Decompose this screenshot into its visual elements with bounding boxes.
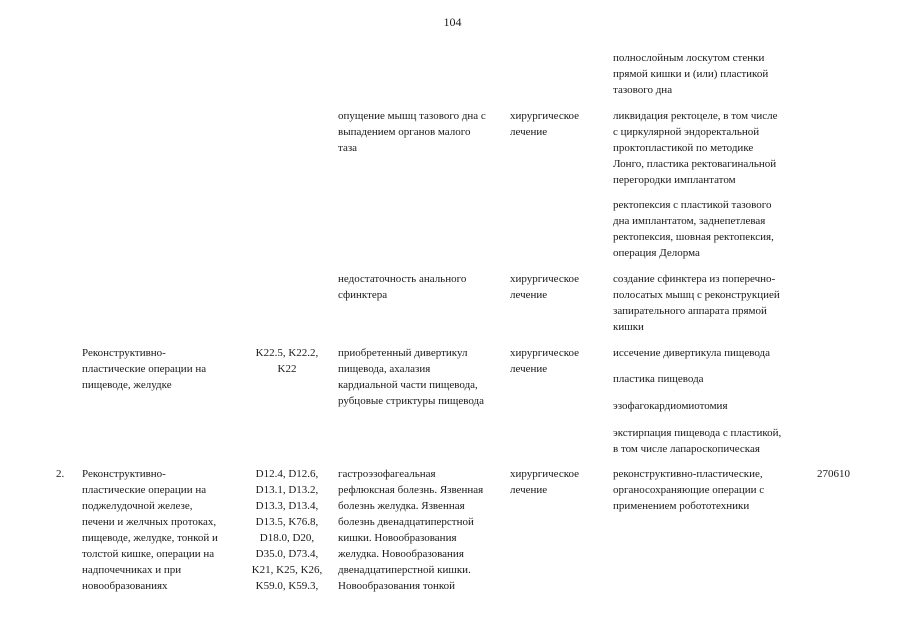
- condition-text: приобретенный дивертикул: [338, 347, 468, 359]
- cost-value: 270610: [817, 468, 850, 480]
- icd-codes-text: K22: [277, 363, 297, 375]
- treatment-text: полосатых мышц с реконструкцией: [613, 289, 780, 301]
- condition-text: пищевода, ахалазия: [338, 363, 431, 375]
- icd-codes-text: D12.4, D12.6,: [255, 468, 319, 480]
- condition-text: рубцовые стриктуры пищевода: [338, 395, 485, 407]
- operation-name-text: Реконструктивно-: [82, 468, 166, 480]
- treatment-text: ликвидация ректоцеле, в том числе: [613, 110, 778, 122]
- treatment-text: запирательного аппарата прямой: [613, 305, 767, 317]
- treatment-type-text: лечение: [510, 484, 548, 496]
- treatment-text: реконструктивно-пластические,: [613, 468, 763, 480]
- treatment-text: пластика пищевода: [613, 373, 704, 385]
- condition-text: недостаточность анального: [338, 273, 467, 285]
- icd-codes-text: K59.0, K59.3,: [255, 580, 319, 592]
- condition-text: выпадением органов малого: [338, 126, 471, 138]
- condition-text: рефлюксная болезнь. Язвенная: [338, 484, 484, 496]
- treatment-text: в том числе лапароскопическая: [613, 443, 760, 455]
- condition-text: кишки. Новообразования: [338, 532, 457, 544]
- treatment-text: эзофагокардиомиотомия: [613, 400, 728, 412]
- icd-codes-text: D13.5, K76.8,: [255, 516, 319, 528]
- treatment-text: дна имплантатом, заднепетлевая: [613, 215, 766, 227]
- operation-name-text: пластические операции на: [82, 484, 207, 496]
- icd-codes-text: D18.0, D20,: [259, 532, 315, 544]
- treatment-type-text: хирургическое: [510, 347, 580, 359]
- treatment-text: создание сфинктера из поперечно-: [613, 273, 776, 285]
- condition-text: Новообразования тонкой: [338, 580, 456, 592]
- treatment-type-text: лечение: [510, 289, 548, 301]
- treatment-text: операция Делорма: [613, 247, 700, 259]
- treatment-text: применением робототехники: [613, 500, 750, 512]
- treatment-text: Лонго, пластика ректовагинальной: [613, 158, 777, 170]
- treatment-type-text: лечение: [510, 126, 548, 138]
- page-number: 104: [443, 15, 462, 29]
- operation-name-text: поджелудочной железе,: [82, 500, 193, 512]
- condition-text: опущение мышц тазового дна с: [338, 110, 486, 122]
- operation-name-text: пищеводе, желудке, тонкой и: [82, 532, 218, 544]
- icd-codes-text: K22.5, K22.2,: [255, 347, 319, 359]
- treatment-text: прямой кишки и (или) пластикой: [613, 68, 769, 80]
- treatment-text: ректопексия, шовная ректопексия,: [613, 231, 774, 243]
- operation-name-text: надпочечниках и при: [82, 564, 182, 576]
- operation-name-text: печени и желчных протоках,: [82, 516, 217, 528]
- operation-name-text: пищеводе, желудке: [82, 379, 172, 391]
- condition-text: сфинктера: [338, 289, 388, 301]
- operation-name-text: новообразованиях: [82, 580, 168, 592]
- icd-codes-text: D13.3, D13.4,: [255, 500, 319, 512]
- icd-codes-text: K21, K25, K26,: [251, 564, 323, 576]
- condition-text: двенадцатиперстной кишки.: [338, 564, 471, 576]
- operation-name-text: толстой кишке, операции на: [82, 548, 215, 560]
- treatment-text: проктопластикой по методике: [613, 142, 754, 154]
- condition-text: болезнь желудка. Язвенная: [338, 500, 465, 512]
- treatment-type-text: хирургическое: [510, 273, 580, 285]
- treatment-text: иссечение дивертикула пищевода: [613, 347, 770, 359]
- treatment-type-text: лечение: [510, 363, 548, 375]
- icd-codes-text: D13.1, D13.2,: [255, 484, 319, 496]
- row-number: 2.: [56, 468, 65, 480]
- treatment-text: кишки: [613, 321, 644, 333]
- treatment-text: полнослойным лоскутом стенки: [613, 52, 765, 64]
- condition-text: болезнь двенадцатиперстной: [338, 516, 474, 528]
- treatment-text: экстирпация пищевода с пластикой,: [613, 427, 782, 439]
- icd-codes-text: D35.0, D73.4,: [255, 548, 319, 560]
- treatment-text: с циркулярной эндоректальной: [613, 126, 760, 138]
- operation-name-text: пластические операции на: [82, 363, 207, 375]
- treatment-type-text: хирургическое: [510, 468, 580, 480]
- treatment-text: перегородки имплантатом: [613, 174, 736, 186]
- treatment-text: ректопексия с пластикой тазового: [613, 199, 772, 211]
- condition-text: гастроэзофагеальная: [338, 468, 436, 480]
- condition-text: таза: [338, 142, 358, 154]
- condition-text: кардиальной части пищевода,: [338, 379, 478, 391]
- treatment-text: органосохраняющие операции с: [613, 484, 765, 496]
- operation-name-text: Реконструктивно-: [82, 347, 166, 359]
- treatment-type-text: хирургическое: [510, 110, 580, 122]
- condition-text: желудка. Новообразования: [338, 548, 464, 560]
- treatment-text: тазового дна: [613, 84, 673, 96]
